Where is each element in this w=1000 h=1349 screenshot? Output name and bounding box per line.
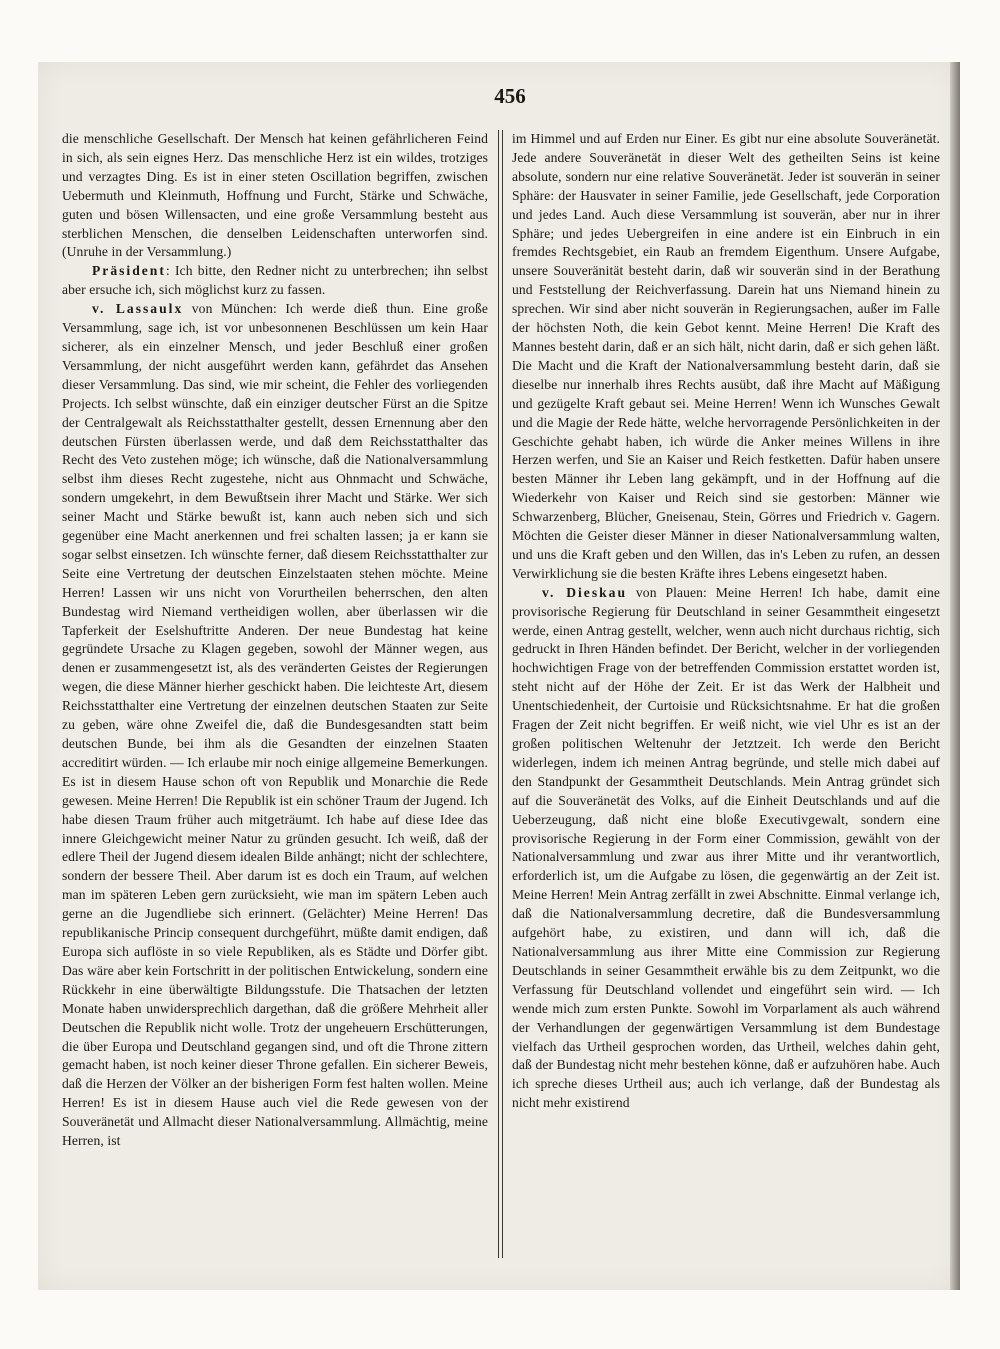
paragraph <box>512 584 940 1113</box>
speaker-name: v. Lassaulx <box>92 301 184 317</box>
column-divider <box>498 130 503 1258</box>
paragraph-text: : Ich bitte, den Redner nicht zu unterbrechen; ihn selbst aber ersuche ich, sich möglichst kurz zu fassen. <box>62 263 488 298</box>
left-column <box>62 130 488 1265</box>
paragraph-text: die menschliche Gesellschaft. Der Mensch hat keinen gefährlicheren Feind in sich, als sein eignes Herz. Das menschliche Herz ist ein wildes, trotziges und verzagtes Ding. Es ist in einer steten Oscillation begriffen, zwischen Uebermuth und Kleinmuth, Hoffnung und Furcht, Stärke und Schwäche, guten und bösen Willensacten, und eine große Versammlung besteht aus sterblichen Menschen, die denselben Leidenschaften unterworfen sind. (Unruhe in der Versammlung.) <box>62 131 488 260</box>
paragraph-text: von Plauen: Meine Herren! Ich habe, damit eine provisorische Regierung für Deutschland in seiner Gesammtheit eingesetzt werde, einen Antrag gestellt, welcher, wenn auch nicht durchaus richtig, sich gedruckt in Ihren Händen befindet. Der Bericht, welcher in der vorliegenden hochwichtigen Frage von der betreffenden Commission erstattet worden ist, steht nicht auf der Höhe der Zeit. Er ist das Werk der Halbheit und Unentschiedenheit, der Curtoisie und Rücksichtsnahme. Er hat die großen Fragen der Zeit nicht begriffen. Er weiß nicht, wie viel Uhr es ist an der großen politischen Weltenuhr der Jetztzeit. Ich werde den Bericht widerlegen, indem ich meinen Antrag begründe, und stelle mich dabei auf den Standpunkt der Gesammtheit Deutschlands. Mein Antrag gründet sich auf die Souveränetät des Volks, auf die Einheit Deutschlands und auf die Ueberzeugung, daß nicht eine bloße Executivgewalt, sondern eine provisorische Regierung in der Form einer Commission, gewählt von der Nationalversammlung und zwar aus ihrer Mitte und ihr verantwortlich, erforderlich ist, um die Aufgabe zu lösen, die gegenwärtig an der Zeit ist. Meine Herren! Mein Antrag zerfällt in zwei Abschnitte. Einmal verlange ich, daß die Nationalversammlung decretire, daß die Bundesversammlung aufgehört habe, zu existiren, und dann will ich, daß die Nationalversammlung aus ihrer Mitte eine Commission zur Regierung Deutschlands in seiner Gesammtheit erwähle bis zu dem Zeitpunkt, wo die Verfassung für Deutschland vollendet und eingeführt sein wird. — Ich wende mich zum ersten Punkte. Sowohl im Vorparlament als auch während der Verhandlungen der gegenwärtigen Versammlung ist dem Bundestage vielfach das Urtheil gesprochen worden, das Urtheil, welches dahin geht, daß der Bundestag nicht mehr bestehen könne, daß er aufzuhören habe. Auch ich spreche dieses Urtheil aus; auch ich verlange, daß der Bundestag als nicht mehr existirend <box>512 584 940 1111</box>
paragraph <box>512 130 940 584</box>
paragraph-text: im Himmel und auf Erden nur Einer. Es gibt nur eine absolute Souveränetät. Jede andere Souveränetät in dieser Welt des getheilten Seins ist keine absolute, sondern nur eine relative Souveränetät. Jeder ist souverän in seiner Sphäre: der Hausvater in seiner Familie, jede Gesellschaft, jede Corporation und jedes Land. Auch diese Versammlung ist souverän, aber nur in ihrer Sphäre; und jedes Uebergreifen in eine andere ist ein Einbruch in ein fremdes Rechtsgebiet, ein Raub an fremdem Eigenthum. Unsere Aufgabe, unsere Souveränität besteht darin, daß wir souverän sind in der Berathung und Feststellung der Reichverfassung. Darein hat uns Niemand hinein zu sprechen. Wir sind aber nicht souverän in Regierungsachen, außer im Falle der höchsten Noth, die kein Gebot kennt. Meine Herren! Die Kraft des Mannes besteht darin, daß er an sich hält, nicht darin, daß er sich gehen läßt. Die Macht und die Kraft der Nationalversammlung besteht darin, daß sie dieselbe nur innerhalb ihres Rechts ausübt, daß ihre Macht auf Mäßigung und gezügelte Kraft gebaut sei. Meine Herren! Wenn ich Wunsches Gewalt und die Magie der Rede hätte, welche hervorragende Persönlichkeiten in der Geschichte gehabt haben, ich würde die Anker meines Willens in ihre Herzen werfen, und Sie an Kaiser und Reich festketten. Dafür haben unsere besten Männer ihr Leben lang gekämpft, und in der Hoffnung auf die Wiederkehr von Kaiser und Reich sind sie gestorben: Männer wie Schwarzenberg, Blücher, Gneisenau, Stein, Görres und Friedrich v. Gagern. Möchten die Geister dieser Männer in dieser Nationalversammlung walten, und uns die Kraft geben und den Willen, das in's Leben zu rufen, an dessen Verwirklichung sie die besten Kräfte ihres Lebens eingesetzt haben. <box>512 131 940 581</box>
speaker-name: v. Dieskau <box>542 584 628 600</box>
paragraph-text: von München: Ich werde dieß thun. Eine große Versammlung, sage ich, ist vor unbesonnenen Beschlüssen um kein Haar sicherer, als ein einzelner Mensch, und jeder Beschluß einer großen Versammlung, der nicht ausgeführt werden kann, gefährdet das Ansehen dieser Versammlung. Das sind, wie mir scheint, die Fehler des vorliegenden Projects. Ich selbst wünschte, daß ein einziger deutscher Fürst an die Spitze der Centralgewalt als Reichsstatthalter gestellt, dessen Ernennung aber den deutschen Fürsten überlassen werde, und daß dem Reichsstatthalter das Recht des Veto zustehen möge; ich wünsche, daß die Nationalversammlung selbst ihm dieses Recht zugestehe, nicht aus Ohnmacht und Schwäche, sondern umgekehrt, in dem Bewußtsein ihrer Macht und Stärke. Wer sich seiner Macht und Stärke bewußt ist, kann auch neben sich und sich gegenüber eine Macht anerkennen und frei schalten lassen; ja er kann sie sogar selbst einsetzen. Ich wünschte ferner, daß diesem Reichsstatthalter zur Seite eine Vertretung der deutschen Einzelstaaten stehen möchte. Meine Herren! Lassen wir uns nicht von Vorurtheilen beherrschen, den alten Bundestag wird Niemand vertheidigen wollen, aber überlassen wir die Tapferkeit der Eselshuftritte Anderen. Der neue Bundestag hat keine gegründete Ursache zu Klagen gegeben, sowohl der Männer wegen, aus denen er zusammengesetzt ist, als des veränderten Geistes der Regierungen wegen, die diese Männer hierher geschickt haben. Die leichteste Art, diesem Reichsstatthalter eine Vertretung der einzelnen deutschen Staaten zur Seite zu geben, wäre ohne Zweifel die, daß die Bundesgesandten statt beim deutschen Bunde, bei ihm als die Gesandten der einzelnen Staaten accreditirt würden. — Ich erlaube mir noch einige allgemeine Bemerkungen. Es ist in diesem Hause schon oft von Republik und Monarchie die Rede gewesen. Meine Herren! Die Republik ist ein schöner Traum der Jugend. Ich habe diesen Traum früher auch mitgeträumt. Ich habe auf diese Idee das innere Gleichgewicht meiner Natur zu gründen gesucht. Ich weiß, daß der edlere Theil der Jugend diesem idealen Bilde anhängt; nicht der schlechtere, sondern der bessere Theil. Aber darum ist es doch ein Traum, auf welchen man im späteren Leben gern zurücksieht, wie man im spätern Leben auch gerne an die Jugendliebe sich erinnert. (Gelächter) Meine Herren! Das republikanische Princip consequent durchgeführt, müßte damit endigen, daß Europa sich auflöste in so viele Republiken, als es Städte und Dörfer gibt. Das wäre aber kein Fortschritt in der politischen Entwickelung, sondern eine Rückkehr in eine überwältigte Bildungsstufe. Die Thatsachen der letzten Monate haben unwidersprechlich dargethan, daß die größere Mehrheit aller Deutschen die Republik nicht wolle. Trotz der ungeheuern Erschütterungen, die über Europa und Deutschland gegangen sind, und oft die Throne zittern gemacht haben, ist noch keiner dieser Throne gefallen. Ein sicherer Beweis, daß die Herzen der Völker an der bisherigen Form fest halten wollen. Meine Herren! Es ist in diesem Hause auch viel die Rede gewesen von der Souveränetät und Allmacht dieser Nationalversammlung. Allmächtig, meine Herren, ist <box>62 301 488 1149</box>
paragraph <box>62 262 488 300</box>
page-number: 456 <box>494 84 526 108</box>
page-edge-shadow <box>950 62 960 1290</box>
paragraph <box>62 300 488 1151</box>
paragraph <box>62 130 488 262</box>
speaker-name: Präsident <box>92 263 166 279</box>
right-column <box>512 130 940 1265</box>
